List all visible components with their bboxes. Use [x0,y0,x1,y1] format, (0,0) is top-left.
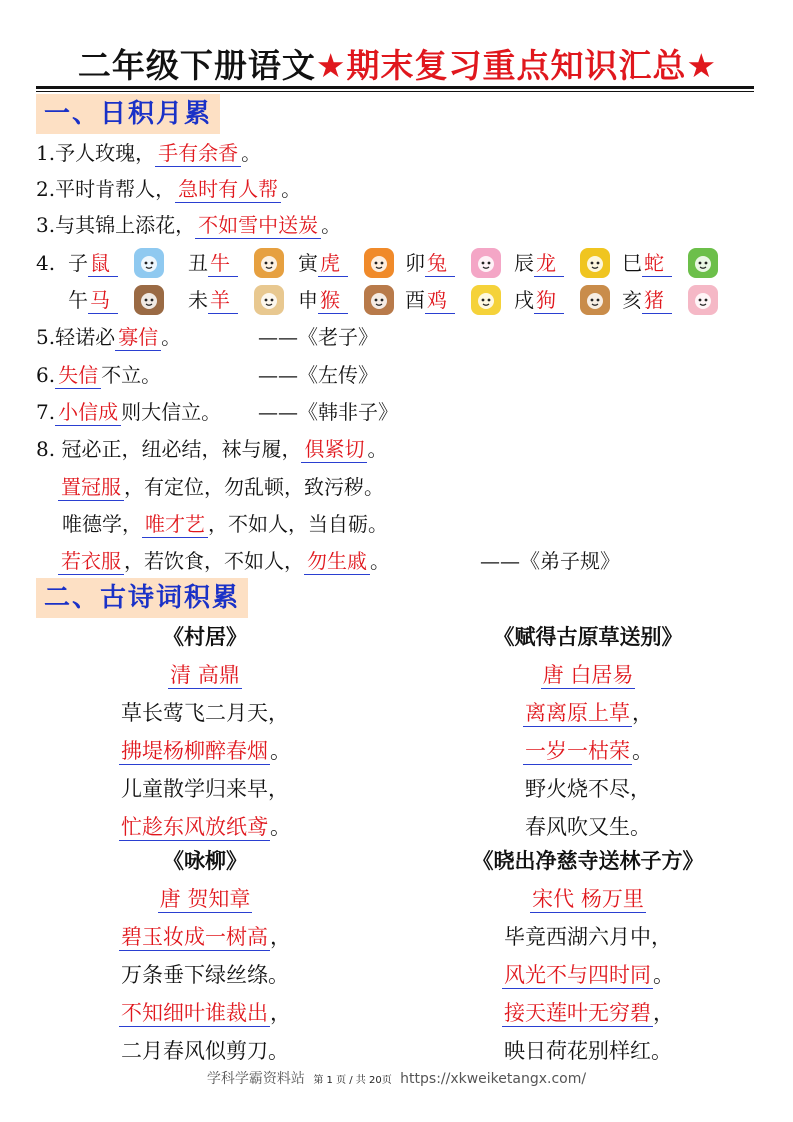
zodiac-branch: 亥 [622,288,642,312]
zodiac-item [298,248,348,278]
poem-line-answer: 不知细叶谁裁出 [121,1001,268,1025]
poem-line-answer: 忙趁东风放纸鸢 [121,815,268,839]
page-title [40,40,755,87]
poem-line: 毕竟西湖六月中， [504,925,672,949]
zodiac-branch: 申 [298,288,318,312]
poem-title: 《赋得古原草送别》 [493,624,683,649]
item-1-answer: 手有余香 [155,141,241,167]
poem-line-answer: 接天莲叶无穷碧 [504,1001,651,1025]
poem-title: 《村居》 [163,624,247,649]
section-heading-two: 二、古诗词积累 [36,578,248,618]
item-7 [36,397,221,427]
zodiac-item [622,285,672,315]
item-8a-end: 。 [367,437,388,461]
item-1-end: 。 [241,141,262,165]
item-5 [36,322,181,352]
item-8-line-2 [58,472,384,502]
item-2 [36,174,301,204]
zodiac-animal-answer: 羊 [208,288,238,314]
item-1 [36,138,261,168]
item-8b-answer: 置冠服 [58,475,124,501]
poem-line-answer: 一岁一枯荣 [525,739,630,763]
poem-line: 草长莺飞二月天， [121,701,289,725]
poem-line-answer: 拂堤杨柳醉春烟 [121,739,268,763]
item-7-text: 7. [36,400,56,424]
item-3-answer: 不如雪中送炭 [195,213,321,239]
ox-icon [254,248,284,278]
footer-site-name: 学科学霸资料站 [206,1071,305,1087]
item-3-text: 3.与其锦上添花， [36,213,196,237]
dragon-icon [580,248,610,278]
item-8c-text: 唯德学， [62,512,142,536]
poem-line-end: ， [270,925,291,949]
poem-line: 映日荷花别样红。 [504,1039,672,1063]
poem-line-end: 。 [653,963,674,987]
item-8c-answer: 唯才艺 [142,512,208,538]
snake-icon [688,248,718,278]
poem-line-answer: 碧玉妆成一树高 [121,925,268,949]
zodiac-animal-answer: 猪 [642,288,672,314]
poem-line-end: 。 [270,815,291,839]
zodiac-branch: 卯 [405,251,425,275]
item-3-end: 。 [321,213,342,237]
section-heading-one: 一、日积月累 [36,94,220,134]
item-6 [36,360,161,390]
item-5-answer: 寡信 [115,325,161,351]
item-5-end: 。 [161,325,182,349]
zodiac-item [188,248,238,278]
zodiac-animal-answer: 虎 [318,251,348,277]
item-2-text: 2.平时肯帮人， [36,177,176,201]
item-4-number: 4. [36,251,56,275]
pig-icon [688,285,718,315]
poem-line-answer: 离离原上草 [525,701,630,725]
poem-author: 宋代 杨万里 [532,887,644,911]
item-8-line-4 [58,546,390,576]
item-8d-text: ，若饮食，不如人， [124,549,304,573]
item-8c-end: ，不如人，当自砺。 [208,512,388,536]
rooster-icon [471,285,501,315]
item-1-text: 1.予人玫瑰， [36,141,156,165]
zodiac-animal-answer: 狗 [534,288,564,314]
zodiac-item [68,248,118,278]
item-7-source: ——《韩非子》 [258,400,398,424]
poem-title: 《咏柳》 [163,848,247,873]
item-8d-answer-2: 勿生戚 [304,549,370,575]
zodiac-animal-answer: 鼠 [88,251,118,277]
item-8d-end: 。 [370,549,390,573]
title-rule-thin [36,91,754,92]
item-7-answer: 小信成 [55,400,121,426]
zodiac-animal-answer: 龙 [534,251,564,277]
zodiac-animal-answer: 鸡 [425,288,455,314]
poem-line: 野火烧不尽， [525,777,651,801]
zodiac-animal-answer: 牛 [208,251,238,277]
poem-line-end: ， [270,1001,291,1025]
tiger-icon [364,248,394,278]
title-black-part: 二年级下册语文 [77,46,316,85]
dog-icon [580,285,610,315]
item-7-end: 则大信立。 [121,400,222,424]
zodiac-item [68,285,118,315]
item-8b-text: ，有定位，勿乱顿，致污秽。 [124,475,384,499]
zodiac-branch: 酉 [405,288,425,312]
zodiac-branch: 午 [68,288,88,312]
item-8a-text: 8. 冠必正，纽必结，袜与履， [36,437,302,461]
sheep-icon [254,285,284,315]
title-rule [36,86,754,89]
poem-title: 《晓出净慈寺送林子方》 [472,848,704,873]
zodiac-animal-answer: 蛇 [642,251,672,277]
poem-line: 春风吹又生。 [525,815,651,839]
item-6-end: 不立。 [101,363,162,387]
zodiac-item [188,285,238,315]
zodiac-animal-answer: 猴 [318,288,348,314]
zodiac-branch: 丑 [188,251,208,275]
item-3 [36,210,341,240]
zodiac-animal-answer: 兔 [425,251,455,277]
footer-page-number: 第 1 页 / 共 20页 [313,1075,392,1086]
zodiac-branch: 巳 [622,251,642,275]
poem-xiaochu [438,846,738,1074]
poem-line-end: 。 [632,739,653,763]
item-5-source: ——《老子》 [258,325,378,349]
footer-url[interactable]: https://xkweiketangx.com/ [400,1071,587,1087]
poem-line-end: 。 [270,739,291,763]
zodiac-animal-answer: 马 [88,288,118,314]
zodiac-item [622,248,672,278]
poem-line-end: ， [653,1001,674,1025]
item-8-source: ——《弟子规》 [480,549,620,573]
rabbit-icon [471,248,501,278]
poem-author: 唐 贺知章 [159,887,251,911]
zodiac-item [514,248,564,278]
poem-line: 万条垂下绿丝绦。 [121,963,289,987]
poem-line: 二月春风似剪刀。 [121,1039,289,1063]
zodiac-branch: 寅 [298,251,318,275]
item-8-line-1 [36,434,387,464]
poem-fudegu [438,622,738,850]
poem-author: 清 高鼎 [170,663,240,687]
item-5-text: 5.轻诺必 [36,325,116,349]
item-6-answer: 失信 [55,363,101,389]
item-8a-answer: 俱紧切 [301,437,367,463]
item-8-line-3 [62,509,388,539]
zodiac-branch: 戌 [514,288,534,312]
horse-icon [134,285,164,315]
poem-line: 儿童散学归来早， [121,777,289,801]
zodiac-item [405,285,455,315]
mouse-icon [134,248,164,278]
zodiac-item [298,285,348,315]
zodiac-branch: 辰 [514,251,534,275]
title-red-part: ★期末复习重点知识汇总★ [315,46,718,85]
zodiac-branch: 未 [188,288,208,312]
zodiac-item [514,285,564,315]
poem-line-end: ， [632,701,653,725]
monkey-icon [364,285,394,315]
item-2-answer: 急时有人帮 [175,177,281,203]
page-footer [0,1068,793,1088]
poem-line-answer: 风光不与四时同 [504,963,651,987]
poem-author: 唐 白居易 [542,663,634,687]
zodiac-branch: 子 [68,251,88,275]
item-2-end: 。 [281,177,302,201]
item-8d-answer: 若衣服 [58,549,124,575]
poem-cunju [55,622,355,850]
item-6-source: ——《左传》 [258,363,378,387]
zodiac-item [405,248,455,278]
item-6-text: 6. [36,363,56,387]
poem-yongliu [55,846,355,1074]
